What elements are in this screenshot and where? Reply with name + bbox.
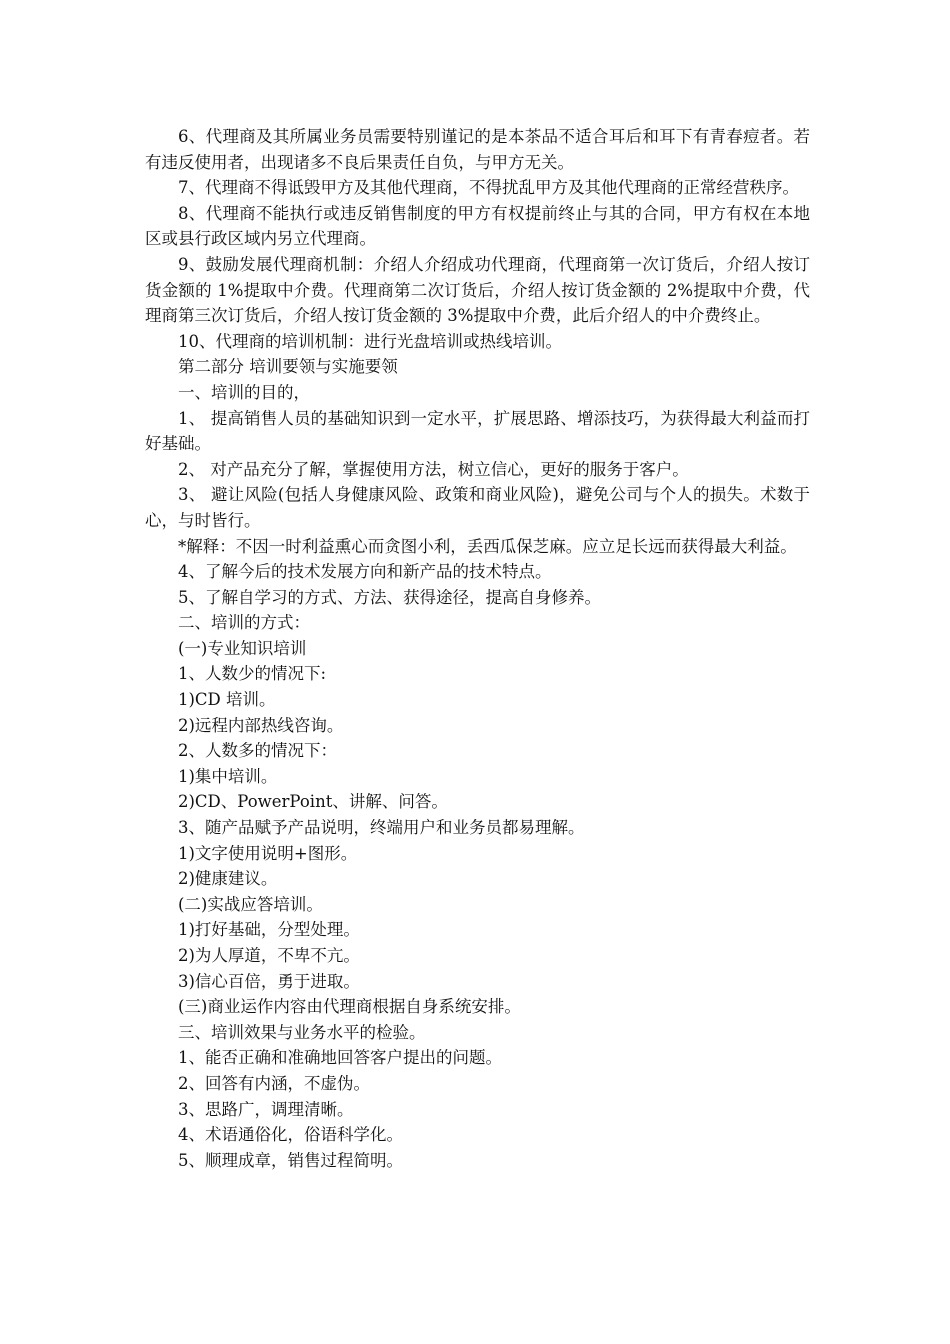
list-item: 1)CD 培训。 [178, 690, 276, 710]
document-body [145, 124, 810, 1173]
subsection-heading: 二、培训的方式： [178, 613, 310, 633]
list-item: 2)为人厚道，不卑不亢。 [178, 946, 360, 965]
list-item: 5、顺理成章，销售过程简明。 [178, 1150, 403, 1170]
list-item: 4、术语通俗化，俗语科学化。 [178, 1125, 403, 1145]
list-item: 2、人数多的情况下： [178, 741, 337, 761]
list-item: 2、回答有内涵，不虚伪。 [178, 1073, 370, 1093]
subsection-heading: 一、培训的目的， [178, 382, 310, 402]
paragraph: 2、 对产品充分了解，掌握使用方法，树立信心，更好的服务于客户。 [178, 459, 689, 479]
paragraph: 6、代理商及其所属业务员需要特别谨记的是本茶品不适合耳后和耳下有青春痘者。若有违反使用者，出现诸多不良后果责任自负，与甲方无关。 [145, 127, 810, 172]
list-heading: (三)商业运作内容由代理商根据自身系统安排。 [178, 997, 521, 1017]
section-heading: 第二部分 培训要领与实施要领 [178, 357, 398, 377]
paragraph: 9、鼓励发展代理商机制：介绍人介绍成功代理商，代理商第一次订货后，介绍人按订货金额的 1%提取中介费。代理商第二次订货后，介绍人按订货金额的 2%提取中介费，代理商第三次订货后，介绍人按订货金额的 3%提取中介费，此后介绍人的中介费终止。 [145, 254, 810, 326]
list-item: 3、随产品赋予产品说明，终端用户和业务员都易理解。 [178, 818, 585, 838]
list-heading: (一)专业知识培训 [178, 638, 307, 658]
list-item: 2)健康建议。 [178, 869, 278, 889]
list-item: 3)信心百倍，勇于进取。 [178, 971, 360, 991]
list-item: 1)集中培训。 [178, 766, 278, 786]
subsection-heading: 三、培训效果与业务水平的检验。 [178, 1022, 426, 1042]
list-item: 3、思路广，调理清晰。 [178, 1099, 354, 1119]
paragraph: 5、了解自学习的方式、方法、获得途径，提高自身修养。 [178, 587, 601, 607]
list-item: 2)CD、PowerPoint、讲解、问答。 [178, 792, 448, 812]
paragraph: 7、代理商不得诋毁甲方及其他代理商，不得扰乱甲方及其他代理商的正常经营秩序。 [178, 178, 799, 198]
list-heading: (二)实战应答培训。 [178, 894, 323, 914]
paragraph: 1、 提高销售人员的基础知识到一定水平，扩展思路、增添技巧，为获得最大利益而打好基础。 [145, 408, 810, 454]
paragraph: 3、 避让风险(包括人身健康风险、政策和商业风险)，避免公司与个人的损失。术数于心，与时皆行。 [145, 485, 810, 530]
paragraph: 4、了解今后的技术发展方向和新产品的技术特点。 [178, 562, 552, 582]
paragraph: *解释：不因一时利益熏心而贪图小利，丢西瓜保芝麻。应立足长远而获得最大利益。 [178, 536, 797, 556]
paragraph: 10、代理商的培训机制：进行光盘培训或热线培训。 [178, 331, 562, 351]
list-item: 2)远程内部热线咨询。 [178, 715, 344, 735]
list-item: 1)打好基础，分型处理。 [178, 920, 360, 940]
paragraph: 8、代理商不能执行或违反销售制度的甲方有权提前终止与其的合同，甲方有权在本地区或县行政区域内另立代理商。 [145, 203, 810, 249]
list-item: 1、人数少的情况下: [178, 664, 327, 684]
list-item: 1)文字使用说明+图形。 [178, 843, 358, 863]
list-item: 1、能否正确和准确地回答客户提出的问题。 [178, 1048, 502, 1068]
